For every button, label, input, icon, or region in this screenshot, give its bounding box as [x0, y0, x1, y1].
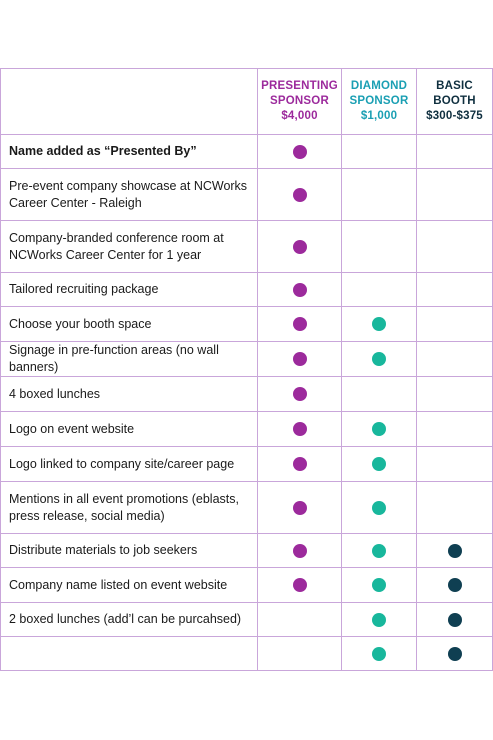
col-header-basic: [417, 69, 493, 135]
cell-presenting: [258, 568, 342, 603]
table-row: [1, 307, 493, 342]
benefit-label: Logo on event website: [1, 412, 258, 447]
presenting-included-dot-icon: [293, 501, 307, 515]
table-row: [1, 447, 493, 482]
cell-presenting: [258, 447, 342, 482]
table-row: [1, 568, 493, 603]
benefit-label: Signage in pre-function areas (no wall banners): [1, 342, 258, 377]
cell-presenting: [258, 482, 342, 534]
diamond-included-dot-icon: [372, 317, 386, 331]
cell-basic: [417, 377, 493, 412]
header-blank-cell: [1, 69, 258, 135]
benefit-label: Logo linked to company site/career page: [1, 447, 258, 482]
cell-basic: [417, 342, 493, 377]
cell-presenting: [258, 307, 342, 342]
basic-included-dot-icon: [448, 544, 462, 558]
table-row: [1, 603, 493, 637]
sponsorship-comparison-table: [0, 68, 493, 671]
cell-basic: [417, 447, 493, 482]
col-header-presenting: [258, 69, 342, 135]
presenting-included-dot-icon: [293, 422, 307, 436]
benefit-label: Pre-event company showcase at NCWorks Career Center - Raleigh: [1, 169, 258, 221]
cell-diamond: [342, 637, 417, 671]
cell-presenting: [258, 342, 342, 377]
header-row: [1, 69, 493, 135]
cell-basic: [417, 412, 493, 447]
cell-presenting: [258, 169, 342, 221]
col-header-diamond: [342, 69, 417, 135]
cell-diamond: [342, 534, 417, 568]
cell-diamond: [342, 603, 417, 637]
cell-diamond: [342, 273, 417, 307]
cell-basic: [417, 169, 493, 221]
presenting-included-dot-icon: [293, 145, 307, 159]
cell-basic: [417, 568, 493, 603]
cell-diamond: [342, 482, 417, 534]
cell-diamond: [342, 377, 417, 412]
cell-diamond: [342, 221, 417, 273]
table-row: [1, 135, 493, 169]
benefit-label: 2 boxed lunches (add’l can be purcahsed): [1, 603, 258, 637]
col-presenting-line2: SPONSOR: [270, 95, 329, 107]
basic-included-dot-icon: [448, 613, 462, 627]
presenting-included-dot-icon: [293, 317, 307, 331]
presenting-included-dot-icon: [293, 544, 307, 558]
col-diamond-line1: DIAMOND: [350, 80, 408, 92]
diamond-included-dot-icon: [372, 578, 386, 592]
cell-basic: [417, 307, 493, 342]
cell-basic: [417, 221, 493, 273]
benefit-label: Mentions in all event promotions (eblasts, press release, social media): [1, 482, 258, 534]
cell-basic: [417, 637, 493, 671]
cell-presenting: [258, 221, 342, 273]
benefit-label: [1, 637, 258, 671]
cell-diamond: [342, 342, 417, 377]
presenting-included-dot-icon: [293, 578, 307, 592]
benefit-label: Distribute materials to job seekers: [1, 534, 258, 568]
cell-basic: [417, 482, 493, 534]
cell-basic: [417, 135, 493, 169]
cell-presenting: [258, 637, 342, 671]
cell-basic: [417, 534, 493, 568]
benefit-label: Tailored recruiting package: [1, 273, 258, 307]
diamond-included-dot-icon: [372, 352, 386, 366]
cell-presenting: [258, 135, 342, 169]
diamond-included-dot-icon: [372, 457, 386, 471]
basic-included-dot-icon: [448, 578, 462, 592]
presenting-included-dot-icon: [293, 387, 307, 401]
diamond-included-dot-icon: [372, 647, 386, 661]
cell-diamond: [342, 568, 417, 603]
benefit-label: Company-branded conference room at NCWorks Career Center for 1 year: [1, 221, 258, 273]
table-row: [1, 273, 493, 307]
presenting-included-dot-icon: [293, 457, 307, 471]
table-row: [1, 342, 493, 377]
cell-presenting: [258, 412, 342, 447]
cell-presenting: [258, 603, 342, 637]
table-row: [1, 637, 493, 671]
cell-diamond: [342, 169, 417, 221]
table-row: [1, 377, 493, 412]
table-row: [1, 221, 493, 273]
diamond-included-dot-icon: [372, 613, 386, 627]
diamond-included-dot-icon: [372, 501, 386, 515]
cell-diamond: [342, 135, 417, 169]
benefit-label: 4 boxed lunches: [1, 377, 258, 412]
col-basic-price: $300-$375: [426, 110, 483, 122]
cell-diamond: [342, 307, 417, 342]
table-row: [1, 482, 493, 534]
presenting-included-dot-icon: [293, 283, 307, 297]
presenting-included-dot-icon: [293, 188, 307, 202]
presenting-included-dot-icon: [293, 352, 307, 366]
table-row: [1, 534, 493, 568]
cell-presenting: [258, 273, 342, 307]
cell-basic: [417, 603, 493, 637]
cell-presenting: [258, 534, 342, 568]
col-basic-line2: BOOTH: [433, 95, 476, 107]
col-presenting-price: $4,000: [281, 110, 318, 122]
col-diamond-line2: SPONSOR: [349, 95, 409, 107]
presenting-included-dot-icon: [293, 240, 307, 254]
basic-included-dot-icon: [448, 647, 462, 661]
col-presenting-line1: PRESENTING: [261, 80, 338, 92]
col-diamond-price: $1,000: [360, 110, 398, 122]
cell-basic: [417, 273, 493, 307]
cell-diamond: [342, 412, 417, 447]
cell-presenting: [258, 377, 342, 412]
table-row: [1, 169, 493, 221]
benefit-label: Company name listed on event website: [1, 568, 258, 603]
diamond-included-dot-icon: [372, 544, 386, 558]
benefit-label: Choose your booth space: [1, 307, 258, 342]
diamond-included-dot-icon: [372, 422, 386, 436]
benefit-label: Name added as “Presented By”: [1, 135, 258, 169]
cell-diamond: [342, 447, 417, 482]
table-row: [1, 412, 493, 447]
col-basic-line1: BASIC: [436, 80, 473, 92]
